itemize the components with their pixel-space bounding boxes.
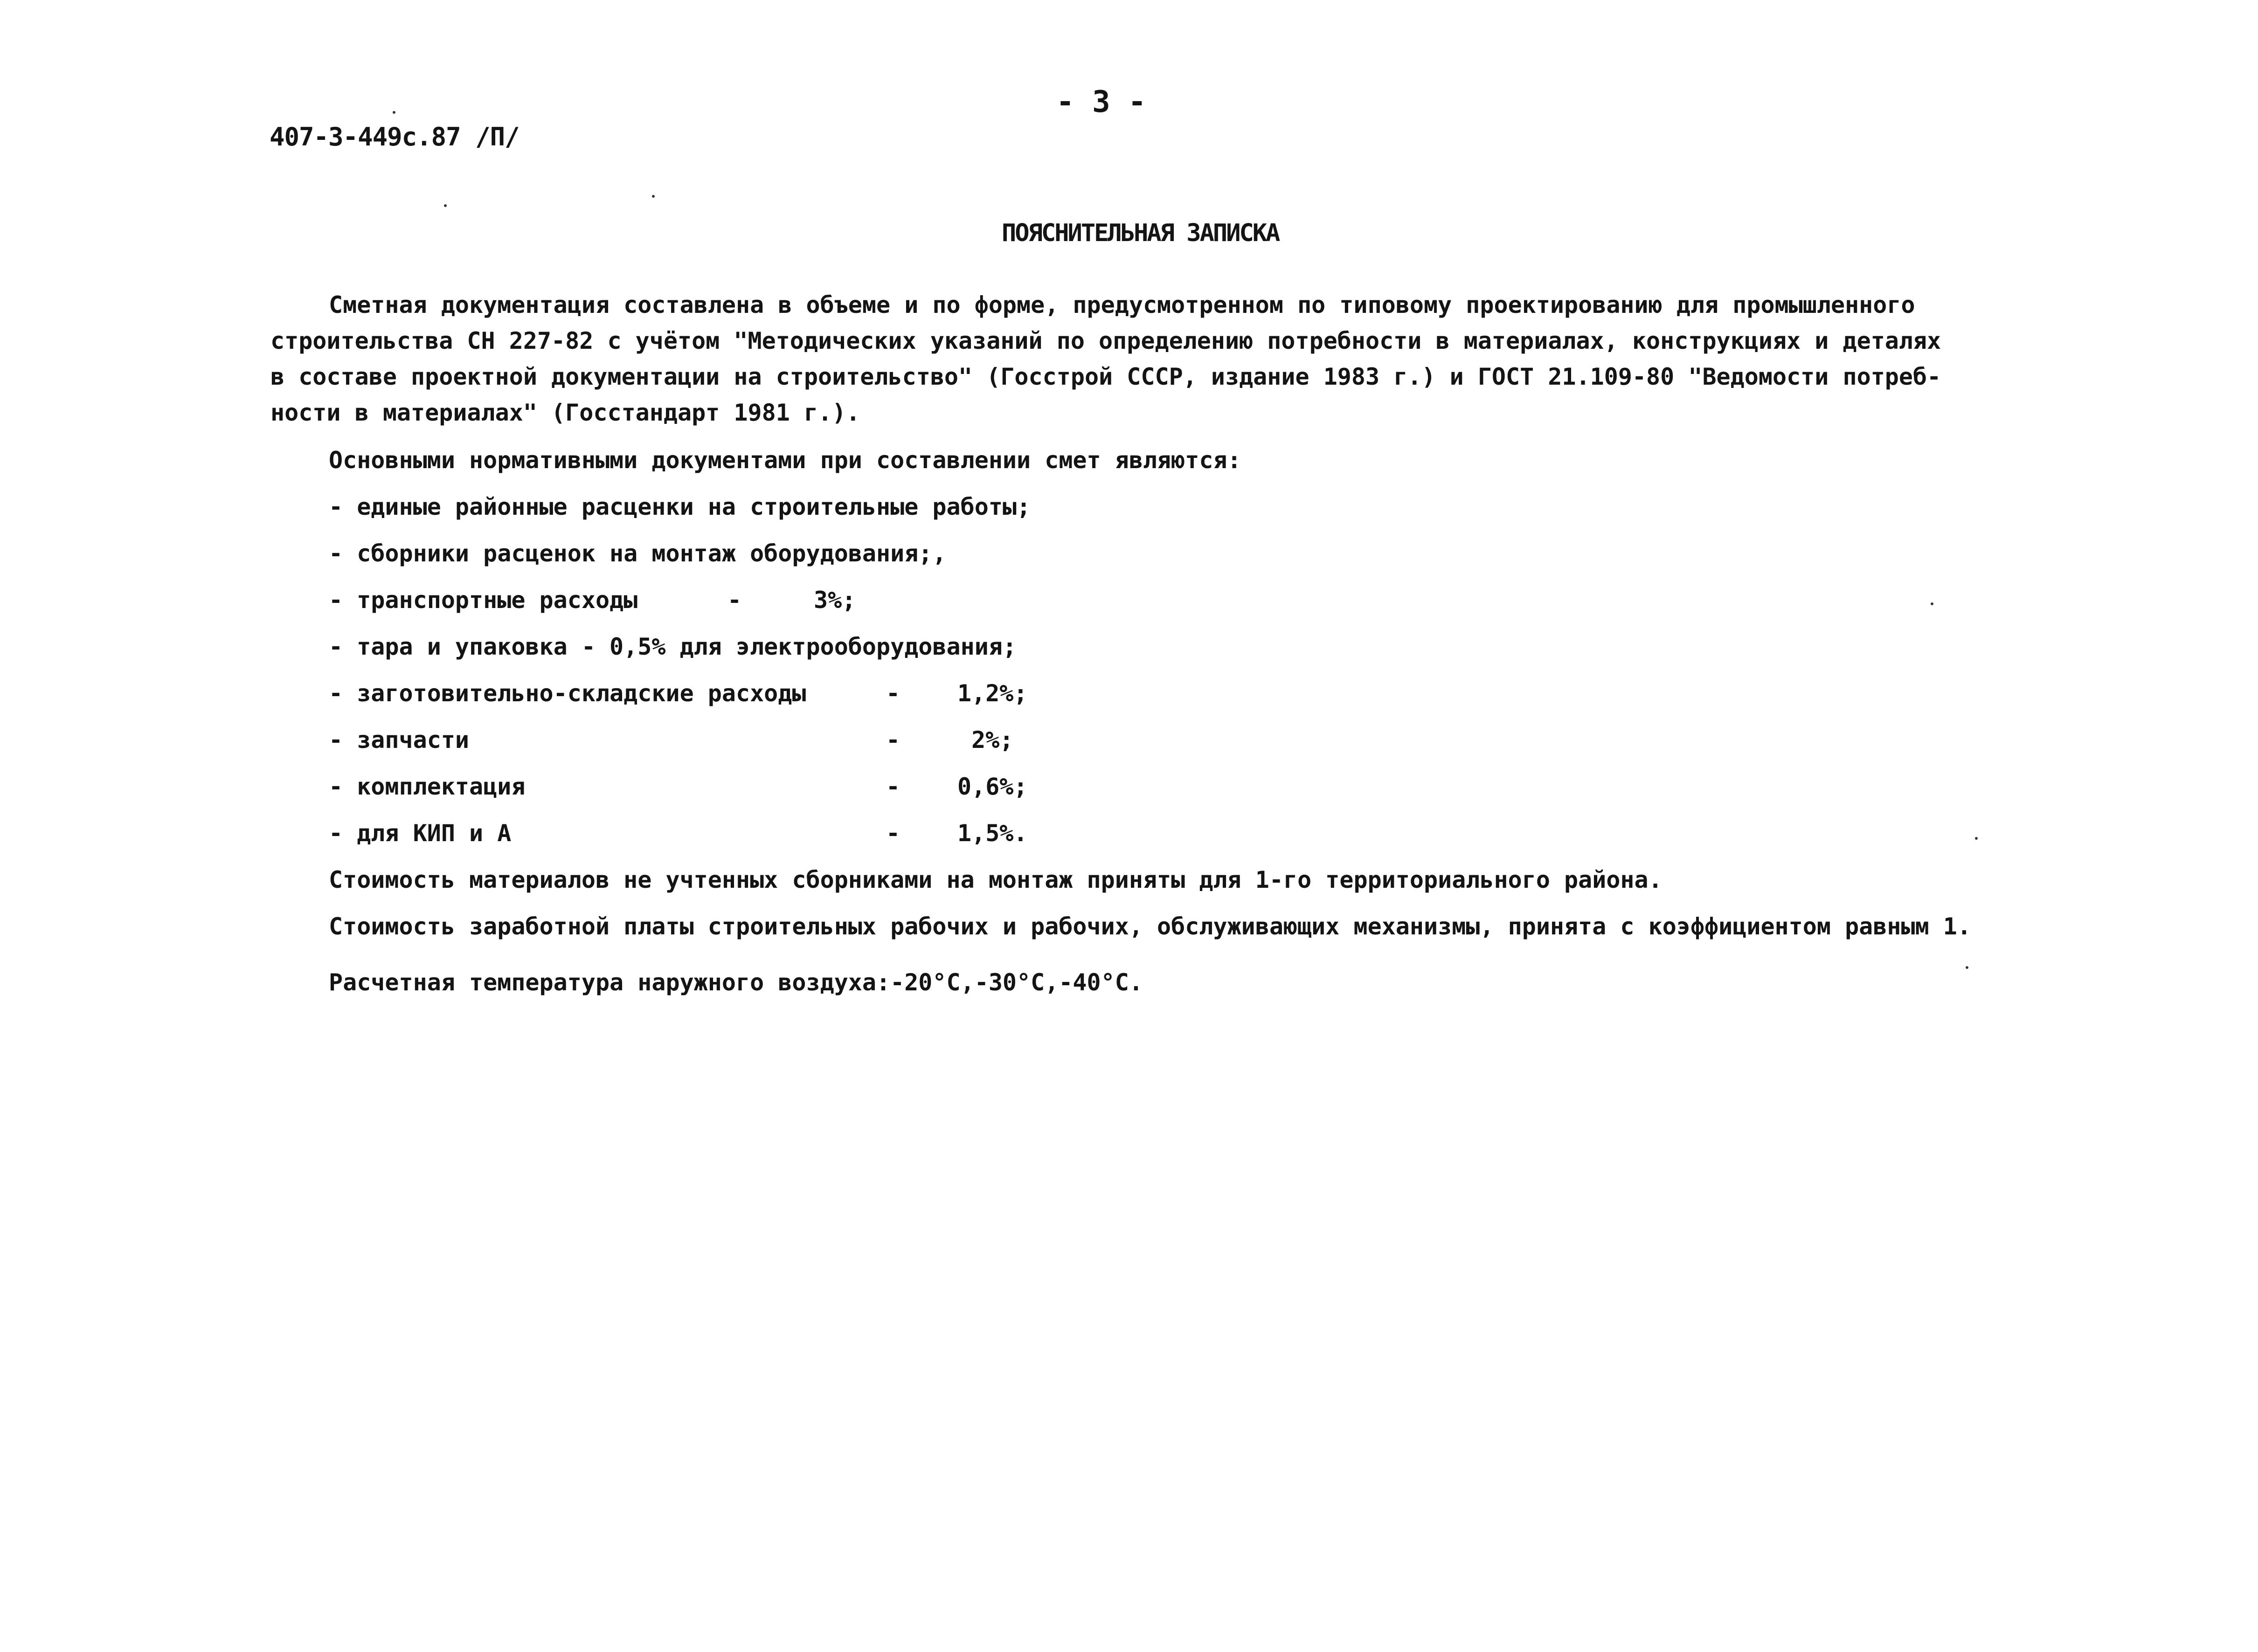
norms-heading: Основными нормативными документами при составлении смет являются: bbox=[329, 447, 1241, 474]
intro-line: Сметная документация составлена в объеме и по форме, предусмотренном по типовому проектированию для промышленного bbox=[329, 291, 1915, 318]
list-item-rate bbox=[329, 820, 1028, 847]
item-label: - заготовительно-складские расходы bbox=[329, 680, 806, 707]
list-item-transport bbox=[329, 587, 856, 614]
note-wages: Стоимость заработной платы строительных рабочих и рабочих, обслуживающих механизмы, принята с коэффициентом равным 1. bbox=[329, 913, 1971, 940]
item-dash: - bbox=[886, 820, 900, 847]
list-item-packaging: - тара и упаковка - 0,5% для электрооборудования; bbox=[329, 633, 1017, 660]
scan-speck bbox=[1966, 966, 1968, 969]
item-label: - транспортные расходы bbox=[329, 587, 638, 614]
list-item: - единые районные расценки на строительные работы; bbox=[329, 493, 1031, 520]
item-dash: - bbox=[886, 726, 900, 753]
item-value: 1,2%; bbox=[957, 680, 1028, 707]
document-code: 407-3-449с.87 /П/ bbox=[270, 122, 519, 152]
page-title: ПОЯСНИТЕЛЬНАЯ ЗАПИСКА bbox=[1002, 219, 1279, 247]
list-item-rate bbox=[329, 773, 1028, 800]
note-temperature: Расчетная температура наружного воздуха:-20°С,-30°С,-40°С. bbox=[329, 969, 1143, 996]
intro-line: строительства СН 227-82 с учётом "Методических указаний по определению потребности в материалах, конструкциях и деталях bbox=[270, 327, 1941, 354]
scan-speck bbox=[652, 195, 655, 198]
note-materials: Стоимость материалов не учтенных сборниками на монтаж приняты для 1-го территориального района. bbox=[329, 866, 1662, 893]
list-item-rate bbox=[329, 680, 1028, 707]
scan-speck bbox=[1931, 602, 1933, 605]
item-label: - комплектация bbox=[329, 773, 526, 800]
intro-line: ности в материалах" (Госстандарт 1981 г.). bbox=[270, 399, 860, 426]
intro-line: в составе проектной документации на строительство" (Госстрой СССР, издание 1983 г.) и ГОСТ 21.109-80 "Ведомости потреб- bbox=[270, 363, 1941, 390]
list-item-rate bbox=[329, 726, 1014, 753]
scan-speck bbox=[1975, 837, 1978, 840]
scan-speck bbox=[393, 111, 395, 114]
item-dash: - bbox=[886, 680, 900, 707]
list-item: - сборники расценок на монтаж оборудования;, bbox=[329, 540, 947, 567]
intro-paragraph bbox=[270, 287, 2015, 431]
item-dash: - bbox=[727, 587, 742, 614]
item-label: - запчасти bbox=[329, 726, 470, 753]
item-label: - для КИП и А bbox=[329, 820, 512, 847]
item-value: 2%; bbox=[957, 726, 1014, 753]
scan-speck bbox=[444, 204, 447, 207]
item-dash: - bbox=[886, 773, 900, 800]
item-value: 0,6%; bbox=[957, 773, 1028, 800]
item-value: 1,5%. bbox=[957, 820, 1028, 847]
item-value: 3%; bbox=[814, 587, 856, 614]
page-number: - 3 - bbox=[1056, 85, 1146, 119]
